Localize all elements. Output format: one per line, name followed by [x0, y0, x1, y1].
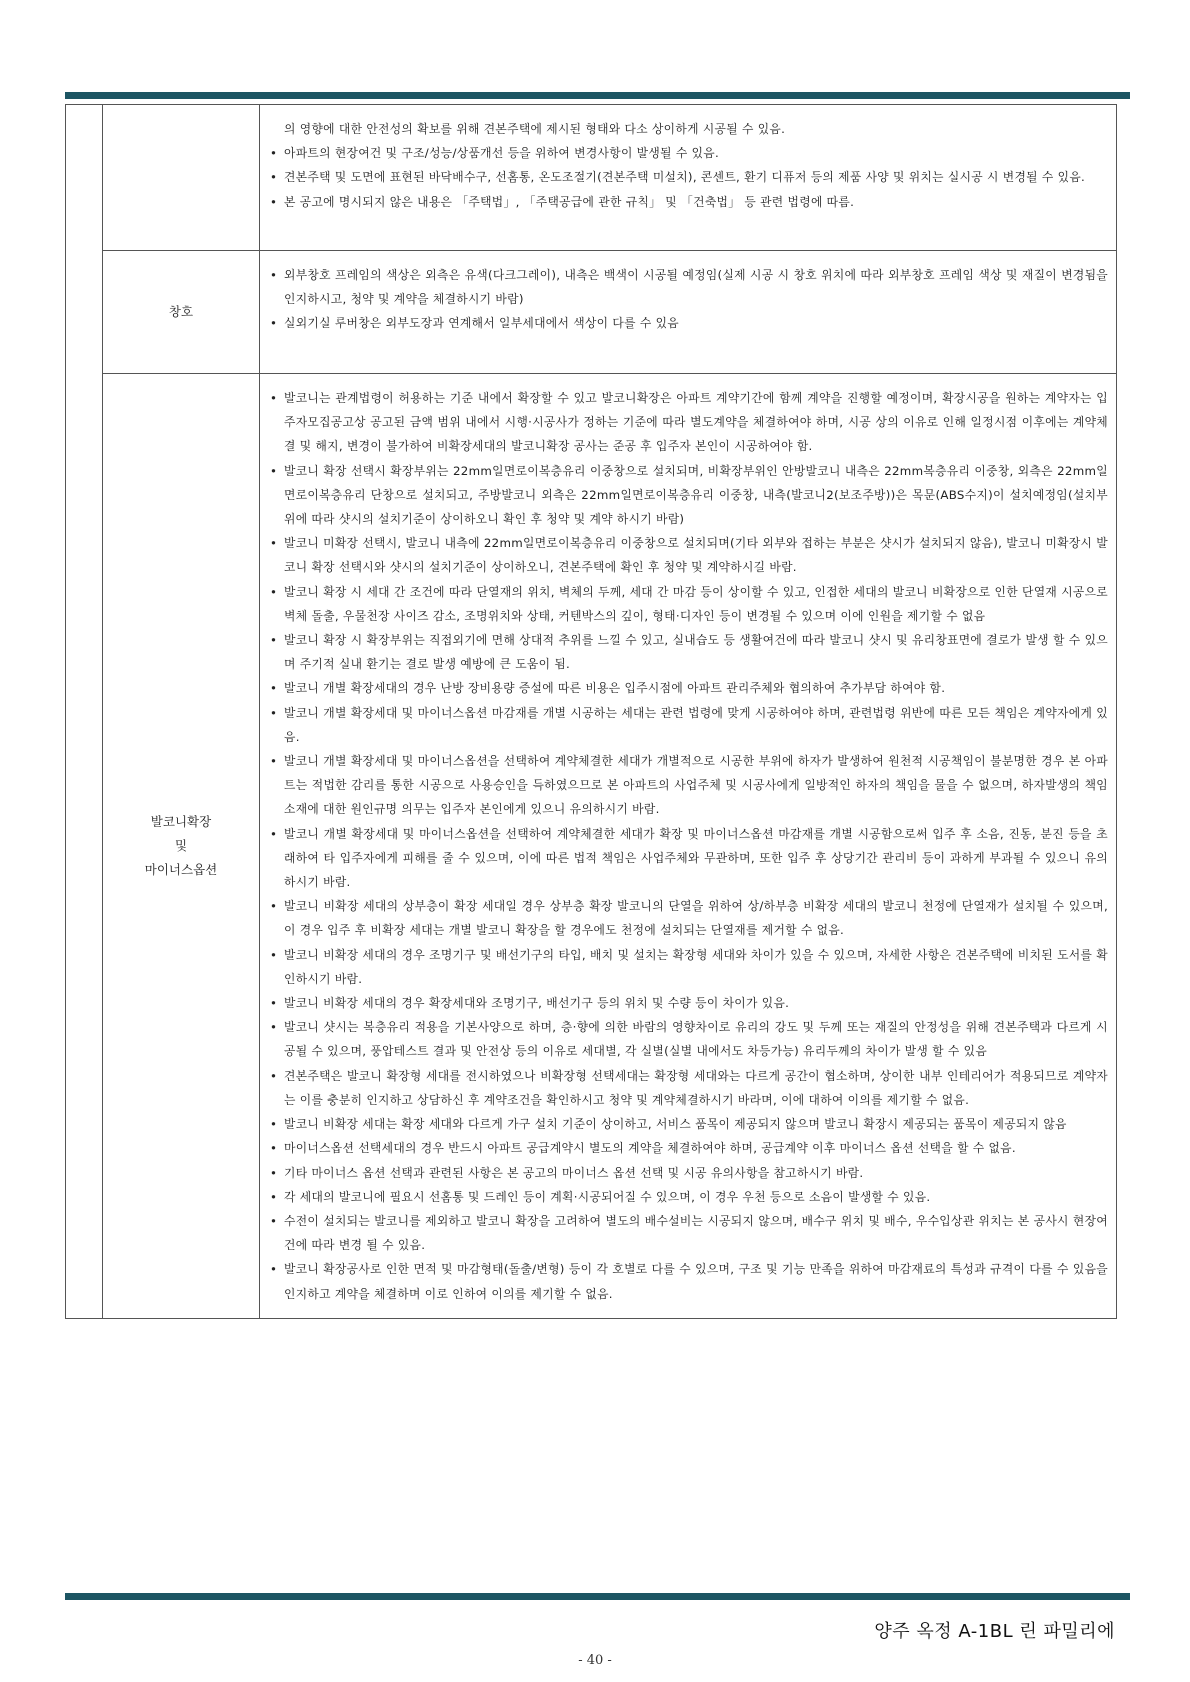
- section-content: [260, 374, 1117, 1319]
- notice-item: • 기타 마이너스 옵션 선택과 관련된 사항은 본 공고의 마이너스 옵션 선택 및 시공 유의사항을 참고하시기 바람.: [270, 1161, 1108, 1185]
- notice-item: • 마이너스옵션 선택세대의 경우 반드시 아파트 공급계약시 별도의 계약을 체결하여야 하며, 공급계약 이후 마이너스 옵션 선택을 할 수 없음.: [270, 1136, 1108, 1160]
- notice-item: • 발코니 개별 확장세대 및 마이너스옵션 마감재를 개별 시공하는 세대는 관련 법령에 맞게 시공하여야 하며, 관련법령 위반에 따른 모든 책임은 계약자에게 있음.: [270, 701, 1108, 749]
- notice-row: [66, 251, 1117, 374]
- section-label: [103, 374, 260, 1319]
- section-label: [103, 105, 260, 251]
- notice-item: • 발코니 확장공사로 인한 면적 및 마감형태(돌출/변형) 등이 각 호별로 다를 수 있으며, 구조 및 기능 만족을 위하여 마감재료의 특성과 규격이 다를 수 있음을 인지하고 계약을 체결하며 이로 인하여 이의를 제기할 수 없음.: [270, 1257, 1108, 1305]
- notice-item: • 각 세대의 발코니에 필요시 선홈통 및 드레인 등이 계획·시공되어질 수 있으며, 이 경우 우천 등으로 소음이 발생할 수 있음.: [270, 1185, 1108, 1209]
- notice-item: • 발코니 개별 확장세대 및 마이너스옵션을 선택하여 계약체결한 세대가 개별적으로 시공한 부위에 하자가 발생하여 원천적 시공책임이 불분명한 경우 본 아파트는 적법한 감리를 통한 시공으로 사용승인을 득하였으므로 본 아파트의 사업주체 및 시공사에게 일방적인 하자의 책임을 물을 수 없으며, 하자발생의 책임소재에 대한 원인규명 의무는 입주자 본인에게 있으니 유의하시기 바람.: [270, 749, 1108, 822]
- notice-table-body: [66, 105, 1117, 1319]
- notice-list: [270, 386, 1108, 1306]
- notice-list: [270, 263, 1108, 336]
- notice-item: • 실외기실 루버창은 외부도장과 연계해서 일부세대에서 색상이 다를 수 있음: [270, 311, 1108, 335]
- notice-item: 의 영향에 대한 안전성의 확보를 위해 견본주택에 제시된 형태와 다소 상이하게 시공될 수 있음.: [284, 122, 786, 136]
- notice-row: [66, 105, 1117, 251]
- notice-item: • 견본주택은 발코니 확장형 세대를 전시하였으나 비확장형 선택세대는 확장형 세대와는 다르게 공간이 협소하며, 상이한 내부 인테리어가 적용되므로 계약자는 이를 충분히 인지하고 상담하신 후 계약조건을 확인하시고 청약 및 계약체결하시기 바라며, 이에 대하여 이의를 제기할 수 없음.: [270, 1064, 1108, 1112]
- notice-item: • 외부창호 프레임의 색상은 외측은 유색(다크그레이), 내측은 백색이 시공될 예정임(실제 시공 시 창호 위치에 따라 외부창호 프레임 색상 및 재질이 변경됨을 인지하시고, 청약 및 계약을 체결하시기 바람): [270, 263, 1108, 311]
- notice-item: • 발코니 샷시는 복층유리 적용을 기본사양으로 하며, 층·향에 의한 바람의 영향차이로 유리의 강도 및 두께 또는 재질의 안정성을 위해 견본주택과 다르게 시공될 수 있으며, 풍압테스트 결과 및 안전상 등의 이유로 세대별, 각 실별(실별 내에서도 차등가능) 유리두께의 차이가 발생 할 수 있음: [270, 1015, 1108, 1063]
- footer-rule: [65, 1593, 1130, 1600]
- section-label: [103, 251, 260, 374]
- section-content: [260, 251, 1117, 374]
- notice-item: • 발코니 개별 확장세대의 경우 난방 장비용량 증설에 따른 비용은 입주시점에 아파트 관리주체와 협의하여 추가부담 하여야 함.: [270, 676, 1108, 700]
- notice-row: [66, 374, 1117, 1319]
- notice-item: • 발코니 비확장 세대의 경우 조명기구 및 배선기구의 타입, 배치 및 설치는 확장형 세대와 차이가 있을 수 있으며, 자세한 사항은 견본주택에 비치된 도서를 확인하시기 바람.: [270, 943, 1108, 991]
- section-label-line: 및: [174, 837, 188, 853]
- notice-item: • 발코니 비확장 세대의 경우 확장세대와 조명기구, 배선기구 등의 위치 및 수량 등이 차이가 있음.: [270, 991, 1108, 1015]
- notice-item: • 발코니 확장 선택시 확장부위는 22mm일면로이복층유리 이중창으로 설치되며, 비확장부위인 안방발코니 내측은 22mm복층유리 이중창, 외측은 22mm일면로이복층유리 단창으로 설치되고, 주방발코니 외측은 22mm일면로이복층유리 이중창, 내측(발코니2(보조주방))은 목문(ABS수지)이 설치예정임(설치부위에 따라 샷시의 설치기준이 상이하오니 확인 후 청약 및 계약 하시기 바람): [270, 459, 1108, 532]
- section-label-line: 마이너스옵션: [144, 861, 218, 877]
- page-number: - 40 -: [578, 1653, 612, 1668]
- section-label-line: 창호: [168, 304, 194, 319]
- section-label-line: 발코니확장: [150, 813, 212, 829]
- notice-item: • 본 공고에 명시되지 않은 내용은 「주택법」, 「주택공급에 관한 규칙」 및 「건축법」 등 관련 법령에 따름.: [270, 190, 1108, 214]
- notice-item: • 발코니 비확장 세대의 상부층이 확장 세대일 경우 상부층 확장 발코니의 단열을 위하여 상/하부층 비확장 세대의 발코니 천정에 단열재가 설치될 수 있으며, 이 경우 입주 후 비확장 세대는 개별 발코니 확장을 할 경우에도 천정에 설치되는 단열재를 제거할 수 없음.: [270, 894, 1108, 942]
- notice-table: [65, 104, 1117, 1319]
- notice-item: • 발코니 확장 시 확장부위는 직접외기에 면해 상대적 추위를 느낄 수 있고, 실내습도 등 생활여건에 따라 발코니 샷시 및 유리창표면에 결로가 발생 할 수 있으며 주기적 실내 환기는 결로 발생 예방에 큰 도움이 됨.: [270, 628, 1108, 676]
- document-title: 양주 옥정 A-1BL 린 파밀리에: [874, 1621, 1115, 1642]
- header-rule: [65, 92, 1130, 99]
- category-cell: [66, 105, 103, 1319]
- notice-item: • 견본주택 및 도면에 표현된 바닥배수구, 선홈통, 온도조절기(견본주택 미설치), 콘센트, 환기 디퓨저 등의 제품 사양 및 위치는 실시공 시 변경될 수 있음.: [270, 165, 1108, 189]
- notice-list: [270, 117, 1108, 214]
- notice-item: • 발코니 개별 확장세대 및 마이너스옵션을 선택하여 계약체결한 세대가 확장 및 마이너스옵션 마감재를 개별 시공함으로써 입주 후 소음, 진동, 분진 등을 초래하여 타 입주자에게 피해를 줄 수 있으며, 이에 따른 법적 책임은 사업주체와 무관하며, 또한 입주 후 상당기간 관리비 등이 과하게 부과될 수 있으니 유의하시기 바람.: [270, 822, 1108, 895]
- notice-item: • 발코니 미확장 선택시, 발코니 내측에 22mm일면로이복층유리 이중창으로 설치되며(기타 외부와 접하는 부분은 샷시가 설치되지 않음), 발코니 미확장시 발코니 확장 선택시와 샷시의 설치기준이 상이하오니, 견본주택에 확인 후 청약 및 계약하시길 바람.: [270, 531, 1108, 579]
- section-content: [260, 105, 1117, 251]
- notice-item: • 수전이 설치되는 발코니를 제외하고 발코니 확장을 고려하여 별도의 배수설비는 시공되지 않으며, 배수구 위치 및 배수, 우수입상관 위치는 본 공사시 현장여건에 따라 변경 될 수 있음.: [270, 1209, 1108, 1257]
- notice-item: • 발코니 비확장 세대는 확장 세대와 다르게 가구 설치 기준이 상이하고, 서비스 품목이 제공되지 않으며 발코니 확장시 제공되는 품목이 제공되지 않음: [270, 1112, 1108, 1136]
- notice-item: • 발코니 확장 시 세대 간 조건에 따라 단열재의 위치, 벽체의 두께, 세대 간 마감 등이 상이할 수 있고, 인접한 세대의 발코니 비확장으로 인한 단열재 시공으로 벽체 돌출, 우물천장 사이즈 감소, 조명위치와 상태, 커텐박스의 깊이, 형태·디자인 등이 변경될 수 있으며 이에 인원을 제기할 수 없음: [270, 580, 1108, 628]
- notice-item: • 발코니는 관계법령이 허용하는 기준 내에서 확장할 수 있고 발코니확장은 아파트 계약기간에 함께 계약을 진행할 예정이며, 확장시공을 원하는 계약자는 입주자모집공고상 공고된 금액 범위 내에서 시행·시공사가 정하는 기준에 따라 별도계약을 체결하여야 하며, 시공 상의 이유로 인해 일정시점 이후에는 계약체결 및 해지, 변경이 불가하여 비확장세대의 발코니확장 공사는 준공 후 입주자 본인이 시공하여야 함.: [270, 386, 1108, 459]
- notice-item: • 아파트의 현장여건 및 구조/성능/상품개선 등을 위하여 변경사항이 발생될 수 있음.: [270, 141, 1108, 165]
